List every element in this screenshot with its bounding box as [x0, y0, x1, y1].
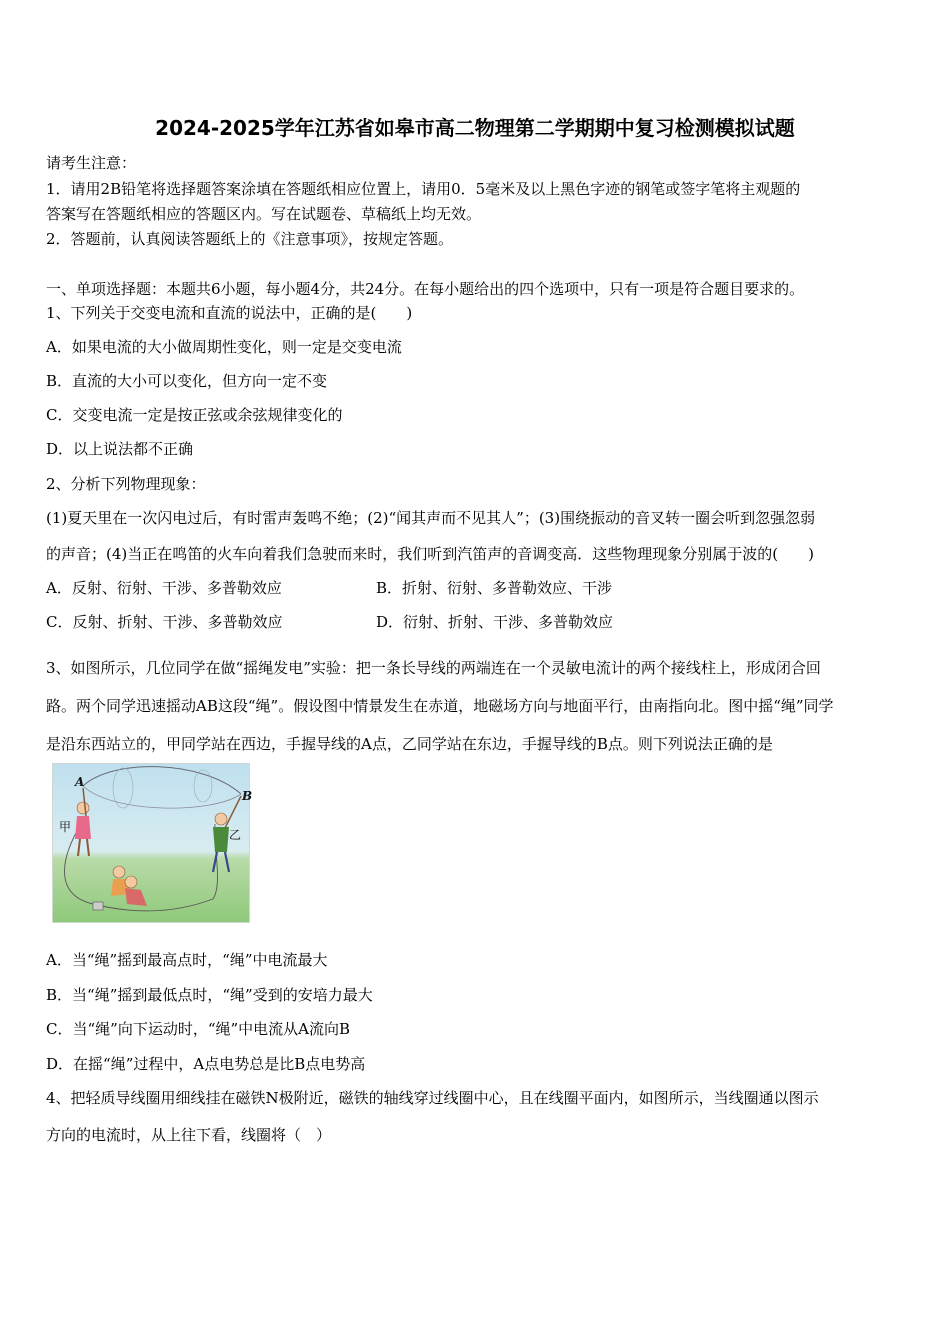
q3-option-c: C．当“绳”向下运动时，“绳”中电流从A流向B [46, 1020, 351, 1038]
q2-option-a: A．反射、衍射、干涉、多普勒效应 [46, 579, 282, 597]
galvanometer [93, 902, 103, 910]
q1-option-a: A．如果电流的大小做周期性变化，则一定是交变电流 [46, 338, 402, 356]
notice-line-2: 2．答题前，认真阅读答题纸上的《注意事项》，按规定答题。 [46, 230, 454, 248]
q2-line-2: 的声音；(4)当正在鸣笛的火车向着我们急驶而来时，我们听到汽笛声的音调变高．这些物理现象分别属于波的( ) [46, 545, 814, 563]
figure-label-yi: 乙 [229, 828, 242, 842]
q4-line-1: 4、把轻质导线圈用细线挂在磁铁N极附近，磁铁的轴线穿过线圈中心，且在线圈平面内，如图所示，当线圈通以图示 [46, 1089, 819, 1107]
q3-option-d: D．在摇“绳”过程中，A点电势总是比B点电势高 [46, 1055, 366, 1073]
figure-label-jia: 甲 [59, 820, 72, 834]
section-heading: 一、单项选择题：本题共6小题，每小题4分，共24分。在每小题给出的四个选项中，只有一项是符合题目要求的。 [46, 280, 805, 298]
q1-option-d: D．以上说法都不正确 [46, 440, 194, 458]
notice-line-1b: 答案写在答题纸相应的答题区内。写在试题卷、草稿纸上均无效。 [46, 205, 482, 223]
q1-stem: 1、下列关于交变电流和直流的说法中，正确的是( ) [46, 304, 413, 322]
q3-option-a: A．当“绳”摇到最高点时，“绳”中电流最大 [46, 951, 328, 969]
q3-line-2: 路。两个同学迅速摇动AB这段“绳”。假设图中情景发生在赤道，地磁场方向与地面平行，由南指向北。图中摇“绳”同学 [46, 697, 834, 715]
q3-line-1: 3、如图所示，几位同学在做“摇绳发电”实验：把一条长导线的两端连在一个灵敏电流计的两个接线柱上，形成闭合回 [46, 659, 821, 677]
q2-option-b: B．折射、衍射、多普勒效应、干涉 [376, 579, 613, 597]
page-title: 2024-2025学年江苏省如皋市高二物理第二学期期中复习检测模拟试题 [155, 116, 795, 140]
q4-line-2: 方向的电流时，从上往下看，线圈将（ ） [46, 1126, 332, 1144]
notice-heading: 请考生注意： [46, 154, 137, 172]
q3-line-3: 是沿东西站立的，甲同学站在西边，手握导线的A点，乙同学站在东边，手握导线的B点。则下列说法正确的是 [46, 735, 773, 753]
q3-option-b: B．当“绳”摇到最低点时，“绳”受到的安培力最大 [46, 986, 373, 1004]
figure-label-a: A [75, 775, 85, 789]
q2-option-d: D．衍射、折射、干涉、多普勒效应 [376, 613, 614, 631]
q1-option-c: C．交变电流一定是按正弦或余弦规律变化的 [46, 406, 343, 424]
figure-label-b: B [242, 789, 253, 803]
q2-line-1: (1)夏天里在一次闪电过后，有时雷声轰鸣不绝；(2)“闻其声而不见其人”；(3)围绕振动的音叉转一圈会听到忽强忽弱 [46, 509, 816, 527]
rope-generator-figure [52, 763, 253, 923]
q1-option-b: B．直流的大小可以变化，但方向一定不变 [46, 372, 328, 390]
q2-stem: 2、分析下列物理现象： [46, 475, 206, 493]
q2-option-c: C．反射、折射、干涉、多普勒效应 [46, 613, 283, 631]
notice-line-1a: 1．请用2B铅笔将选择题答案涂填在答题纸相应位置上，请用0．5毫米及以上黑色字迹的钢笔或签字笔将主观题的 [46, 180, 801, 198]
